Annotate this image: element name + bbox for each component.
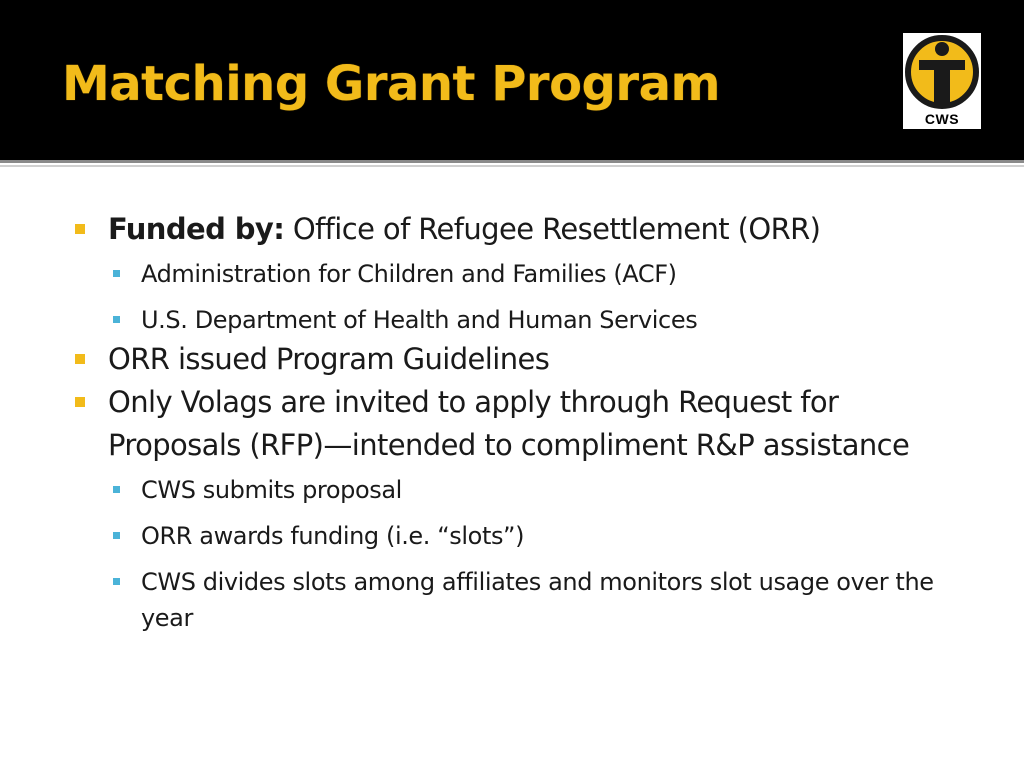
sub-bullet-divides — [75, 564, 975, 636]
sub-bullet-text: Administration for Children and Families (ACF) — [141, 260, 677, 288]
square-bullet-icon — [113, 486, 120, 493]
slide-title: Matching Grant Program — [62, 56, 720, 112]
square-bullet-icon — [75, 354, 85, 364]
bullet-volags — [75, 381, 975, 467]
sub-bullet-awards — [75, 518, 975, 554]
bullet-funded-by — [75, 208, 975, 251]
sub-bullet-hhs — [75, 302, 975, 338]
title-rule — [0, 160, 1024, 163]
title-rule-light — [0, 165, 1024, 167]
bullet-text: Office of Refugee Resettlement (ORR) — [284, 212, 821, 246]
bullet-bold-label: Funded by: — [108, 212, 285, 246]
sub-bullet-text: CWS submits proposal — [141, 476, 402, 504]
sub-bullet-text: ORR awards funding (i.e. “slots”) — [141, 522, 525, 550]
bullet-guidelines — [75, 338, 975, 381]
sub-bullet-proposal — [75, 472, 975, 508]
bullet-list — [75, 208, 975, 636]
bullet-text: Only Volags are invited to apply through Request for Proposals (RFP)—intended to compliment R&P assistance — [108, 385, 910, 462]
square-bullet-icon — [75, 224, 85, 234]
sub-bullet-text: CWS divides slots among affiliates and monitors slot usage over the year — [141, 568, 934, 632]
square-bullet-icon — [113, 316, 120, 323]
square-bullet-icon — [113, 532, 120, 539]
sub-bullet-text: U.S. Department of Health and Human Services — [141, 306, 698, 334]
cws-logo-text: CWS — [924, 111, 960, 127]
cws-logo — [903, 33, 981, 129]
cws-logo-icon — [903, 33, 981, 111]
square-bullet-icon — [75, 397, 85, 407]
title-bar — [0, 0, 1024, 160]
square-bullet-icon — [113, 270, 120, 277]
bullet-text: ORR issued Program Guidelines — [108, 342, 550, 376]
square-bullet-icon — [113, 578, 120, 585]
sub-bullet-acf — [75, 256, 975, 292]
